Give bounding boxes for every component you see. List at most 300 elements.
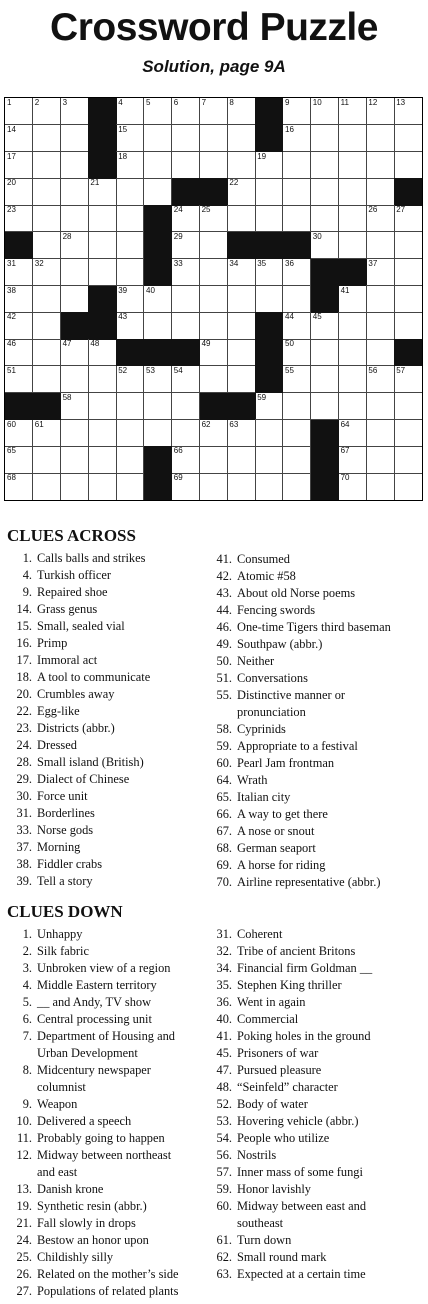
- cell-number: 13: [396, 98, 406, 107]
- clue-number: 62.: [216, 1250, 232, 1264]
- clue-text: Unhappy: [37, 927, 83, 941]
- clue-text: Egg-like: [37, 704, 80, 718]
- grid-cell[interactable]: [394, 420, 422, 447]
- grid-cell[interactable]: [311, 393, 339, 420]
- grid-cell[interactable]: [366, 178, 394, 205]
- clue-item: [200, 602, 426, 619]
- grid-cell[interactable]: [255, 286, 283, 313]
- grid-cell[interactable]: [227, 446, 255, 473]
- grid-cell[interactable]: [311, 205, 339, 232]
- grid-cell[interactable]: [116, 125, 144, 152]
- clue-number: 25.: [16, 1250, 32, 1264]
- grid-cell[interactable]: [227, 178, 255, 205]
- grid-cell[interactable]: [283, 286, 311, 313]
- grid-cell[interactable]: [88, 178, 116, 205]
- grid-cell[interactable]: [33, 312, 61, 339]
- grid-cell[interactable]: [61, 393, 89, 420]
- grid-cell[interactable]: [88, 446, 116, 473]
- grid-cell[interactable]: [339, 152, 367, 179]
- grid-cell[interactable]: [116, 366, 144, 393]
- grid-cell[interactable]: [366, 98, 394, 125]
- grid-cell[interactable]: [227, 152, 255, 179]
- clue-number: 41.: [216, 552, 232, 566]
- grid-cell[interactable]: [311, 232, 339, 259]
- clue-number: 44.: [216, 603, 232, 617]
- clue-text: Districts (abbr.): [37, 721, 115, 735]
- clue-text: Immoral act: [37, 653, 98, 667]
- grid-cell[interactable]: [5, 339, 33, 366]
- clue-text: Went in again: [237, 995, 306, 1009]
- clue-item: [0, 805, 215, 822]
- grid-cell[interactable]: [172, 312, 200, 339]
- grid-cell[interactable]: [283, 259, 311, 286]
- clue-item: [0, 771, 215, 788]
- grid-cell-black: [144, 205, 172, 232]
- grid-cell[interactable]: [116, 205, 144, 232]
- grid-cell[interactable]: [61, 152, 89, 179]
- grid-cell[interactable]: [116, 259, 144, 286]
- clue-item: [0, 703, 215, 720]
- grid-cell[interactable]: [366, 232, 394, 259]
- clue-text: Hovering vehicle (abbr.): [237, 1114, 359, 1128]
- clue-item: [0, 977, 215, 994]
- clue-text: Small, sealed vial: [37, 619, 125, 633]
- clue-number: 23.: [16, 721, 32, 735]
- clue-text: Turn down: [237, 1233, 292, 1247]
- grid-cell[interactable]: [366, 366, 394, 393]
- clue-number: 13.: [16, 1182, 32, 1196]
- grid-cell[interactable]: [311, 98, 339, 125]
- grid-cell[interactable]: [200, 312, 228, 339]
- grid-cell[interactable]: [339, 125, 367, 152]
- grid-cell[interactable]: [283, 420, 311, 447]
- grid-cell[interactable]: [283, 205, 311, 232]
- grid-cell[interactable]: [339, 312, 367, 339]
- grid-cell[interactable]: [200, 98, 228, 125]
- clue-text: Conversations: [237, 671, 308, 685]
- grid-cell[interactable]: [172, 98, 200, 125]
- grid-cell[interactable]: [61, 446, 89, 473]
- clue-item: [0, 584, 215, 601]
- grid-cell[interactable]: [227, 205, 255, 232]
- clue-number: 9.: [22, 585, 32, 599]
- grid-cell[interactable]: [311, 178, 339, 205]
- grid-cell[interactable]: [88, 366, 116, 393]
- grid-cell-black: [255, 98, 283, 125]
- grid-cell-black: [311, 446, 339, 473]
- grid-cell[interactable]: [366, 205, 394, 232]
- grid-cell[interactable]: [5, 125, 33, 152]
- clue-text: Consumed: [237, 552, 291, 566]
- grid-cell[interactable]: [172, 366, 200, 393]
- grid-cell[interactable]: [255, 393, 283, 420]
- grid-cell[interactable]: [366, 286, 394, 313]
- grid-cell[interactable]: [144, 178, 172, 205]
- grid-cell[interactable]: [5, 152, 33, 179]
- cell-number: 34: [229, 258, 239, 268]
- grid-cell[interactable]: [339, 420, 367, 447]
- grid-cell[interactable]: [5, 366, 33, 393]
- grid-cell[interactable]: [394, 312, 422, 339]
- grid-cell[interactable]: [172, 152, 200, 179]
- grid-cell[interactable]: [33, 125, 61, 152]
- grid-cell[interactable]: [200, 152, 228, 179]
- clue-text: German seaport: [237, 841, 316, 855]
- grid-cell[interactable]: [33, 366, 61, 393]
- grid-cell[interactable]: [144, 286, 172, 313]
- grid-cell[interactable]: [227, 339, 255, 366]
- grid-cell[interactable]: [61, 259, 89, 286]
- grid-cell[interactable]: [366, 312, 394, 339]
- grid-cell[interactable]: [116, 286, 144, 313]
- grid-cell[interactable]: [366, 473, 394, 500]
- grid-cell[interactable]: [200, 205, 228, 232]
- grid-cell[interactable]: [366, 339, 394, 366]
- grid-cell-black: [283, 232, 311, 259]
- grid-cell[interactable]: [227, 98, 255, 125]
- clue-text: Dressed: [37, 738, 77, 752]
- grid-cell[interactable]: [61, 420, 89, 447]
- grid-cell[interactable]: [394, 232, 422, 259]
- grid-cell[interactable]: [88, 393, 116, 420]
- grid-cell[interactable]: [394, 366, 422, 393]
- grid-cell[interactable]: [172, 420, 200, 447]
- grid-cell[interactable]: [172, 232, 200, 259]
- grid-cell-black: [255, 125, 283, 152]
- grid-cell[interactable]: [200, 446, 228, 473]
- grid-cell[interactable]: [33, 232, 61, 259]
- grid-cell[interactable]: [144, 366, 172, 393]
- grid-cell[interactable]: [255, 473, 283, 500]
- grid-cell[interactable]: [172, 259, 200, 286]
- grid-cell[interactable]: [33, 205, 61, 232]
- grid-cell[interactable]: [144, 420, 172, 447]
- grid-cell[interactable]: [200, 286, 228, 313]
- clue-number: 7.: [22, 1029, 32, 1043]
- clue-item: [200, 823, 426, 840]
- clue-item: [0, 567, 215, 584]
- clue-item: [0, 1062, 215, 1079]
- grid-cell[interactable]: [200, 259, 228, 286]
- grid-cell[interactable]: [394, 446, 422, 473]
- grid-cell-black: [172, 339, 200, 366]
- grid-cell[interactable]: [144, 152, 172, 179]
- grid-cell[interactable]: [33, 286, 61, 313]
- grid-cell[interactable]: [227, 420, 255, 447]
- grid-cell[interactable]: [116, 152, 144, 179]
- grid-cell[interactable]: [366, 152, 394, 179]
- grid-cell[interactable]: [339, 366, 367, 393]
- grid-cell[interactable]: [116, 232, 144, 259]
- grid-cell[interactable]: [116, 393, 144, 420]
- grid-cell-black: [88, 286, 116, 313]
- grid-cell[interactable]: [116, 473, 144, 500]
- grid-cell[interactable]: [33, 420, 61, 447]
- grid-cell[interactable]: [366, 259, 394, 286]
- grid-cell[interactable]: [339, 339, 367, 366]
- grid-cell[interactable]: [5, 446, 33, 473]
- grid-cell[interactable]: [227, 125, 255, 152]
- grid-cell[interactable]: [283, 393, 311, 420]
- grid-cell[interactable]: [200, 420, 228, 447]
- grid-cell[interactable]: [172, 125, 200, 152]
- grid-cell[interactable]: [172, 205, 200, 232]
- grid-cell[interactable]: [172, 393, 200, 420]
- grid-cell[interactable]: [394, 205, 422, 232]
- grid-cell[interactable]: [311, 339, 339, 366]
- cell-number: 53: [146, 366, 155, 375]
- grid-cell[interactable]: [5, 259, 33, 286]
- clue-item: [0, 686, 215, 703]
- clue-number: 39.: [16, 874, 32, 888]
- grid-cell[interactable]: [311, 312, 339, 339]
- grid-cell[interactable]: [172, 286, 200, 313]
- clue-text: __ and Andy, TV show: [37, 995, 152, 1009]
- clue-text: A way to get there: [237, 807, 328, 821]
- grid-cell[interactable]: [339, 232, 367, 259]
- grid-cell[interactable]: [283, 98, 311, 125]
- grid-cell-black: [227, 393, 255, 420]
- grid-cell[interactable]: [5, 286, 33, 313]
- clue-number: 9.: [22, 1097, 32, 1111]
- grid-cell-black: [144, 339, 172, 366]
- clue-number: 14.: [16, 602, 32, 616]
- grid-cell[interactable]: [88, 473, 116, 500]
- grid-cell[interactable]: [172, 446, 200, 473]
- cell-number: 65: [7, 446, 16, 456]
- grid-cell[interactable]: [200, 232, 228, 259]
- grid-cell[interactable]: [33, 152, 61, 179]
- grid-cell[interactable]: [61, 232, 89, 259]
- cell-number: 23: [7, 205, 16, 215]
- grid-cell[interactable]: [394, 393, 422, 420]
- grid-cell[interactable]: [366, 393, 394, 420]
- clue-text: Stephen King thriller: [237, 978, 342, 992]
- grid-cell[interactable]: [61, 473, 89, 500]
- grid-cell-black: [255, 232, 283, 259]
- clue-text: A horse for riding: [237, 858, 326, 872]
- clue-number: 5.: [22, 995, 32, 1009]
- clue-number: 1.: [22, 927, 32, 941]
- grid-cell[interactable]: [116, 98, 144, 125]
- grid-cell[interactable]: [5, 420, 33, 447]
- grid-cell[interactable]: [200, 473, 228, 500]
- grid-cell[interactable]: [5, 312, 33, 339]
- clue-item: [0, 788, 215, 805]
- grid-cell[interactable]: [61, 125, 89, 152]
- grid-cell[interactable]: [255, 446, 283, 473]
- clue-item: [0, 737, 215, 754]
- grid-cell[interactable]: [227, 366, 255, 393]
- grid-cell[interactable]: [339, 393, 367, 420]
- grid-cell[interactable]: [339, 286, 367, 313]
- grid-cell-black: [144, 473, 172, 500]
- grid-cell[interactable]: [227, 286, 255, 313]
- grid-cell[interactable]: [283, 152, 311, 179]
- grid-cell[interactable]: [116, 446, 144, 473]
- grid-cell[interactable]: [255, 420, 283, 447]
- clue-text: Danish krone: [37, 1182, 104, 1196]
- grid-cell-black: [5, 232, 33, 259]
- down-heading: CLUES DOWN: [7, 902, 123, 921]
- grid-cell[interactable]: [144, 393, 172, 420]
- clue-number: 52.: [216, 1097, 232, 1111]
- cell-number: 28: [62, 232, 72, 241]
- grid-cell[interactable]: [227, 259, 255, 286]
- clue-number: 64.: [216, 773, 232, 787]
- clue-text: Inner mass of some fungi: [237, 1165, 363, 1179]
- clue-item: [0, 652, 215, 669]
- grid-cell-black: [88, 312, 116, 339]
- clue-number: 6.: [22, 1012, 32, 1026]
- cell-number: 40: [146, 285, 155, 295]
- grid-cell[interactable]: [88, 420, 116, 447]
- clue-item: [0, 1283, 215, 1300]
- cell-number: 22: [229, 178, 239, 188]
- grid-cell[interactable]: [33, 473, 61, 500]
- clue-number: 21.: [16, 1216, 32, 1230]
- grid-cell[interactable]: [283, 312, 311, 339]
- clue-number: 24.: [16, 738, 32, 752]
- grid-cell[interactable]: [283, 446, 311, 473]
- grid-cell[interactable]: [227, 473, 255, 500]
- clue-item: [200, 874, 426, 891]
- clue-text: Fall slowly in drops: [37, 1216, 136, 1230]
- clue-number: 54.: [216, 1131, 232, 1145]
- clue-text: Borderlines: [37, 806, 95, 820]
- cell-number: 36: [285, 258, 294, 268]
- grid-cell-black: [61, 312, 89, 339]
- grid-cell[interactable]: [5, 205, 33, 232]
- grid-cell[interactable]: [116, 420, 144, 447]
- clue-text: Atomic #58: [237, 569, 296, 583]
- grid-cell[interactable]: [311, 152, 339, 179]
- grid-cell[interactable]: [33, 98, 61, 125]
- clue-item: [0, 943, 215, 960]
- grid-cell[interactable]: [200, 339, 228, 366]
- grid-cell[interactable]: [394, 259, 422, 286]
- cell-number: 44: [285, 312, 294, 322]
- grid-cell[interactable]: [61, 366, 89, 393]
- across-heading: CLUES ACROSS: [7, 526, 136, 545]
- cell-number: 64: [340, 419, 350, 429]
- grid-cell[interactable]: [88, 205, 116, 232]
- grid-cell[interactable]: [144, 125, 172, 152]
- clue-text: Neither: [237, 654, 275, 668]
- grid-cell[interactable]: [61, 286, 89, 313]
- clue-text: Wrath: [237, 773, 268, 787]
- grid-cell[interactable]: [116, 178, 144, 205]
- grid-cell[interactable]: [283, 339, 311, 366]
- cell-number: 54: [173, 366, 183, 375]
- grid-cell[interactable]: [5, 473, 33, 500]
- cell-number: 68: [7, 473, 16, 483]
- grid-cell[interactable]: [172, 473, 200, 500]
- grid-cell[interactable]: [33, 259, 61, 286]
- grid-cell[interactable]: [366, 420, 394, 447]
- grid-cell[interactable]: [283, 178, 311, 205]
- clue-number: 19.: [16, 1199, 32, 1213]
- cell-number: 21: [90, 178, 100, 188]
- cell-number: 5: [146, 98, 151, 107]
- grid-cell[interactable]: [366, 446, 394, 473]
- grid-cell[interactable]: [394, 473, 422, 500]
- grid-cell[interactable]: [144, 98, 172, 125]
- grid-cell[interactable]: [255, 152, 283, 179]
- grid-cell[interactable]: [200, 366, 228, 393]
- grid-cell[interactable]: [88, 232, 116, 259]
- clue-item: [0, 1249, 215, 1266]
- clue-number: 17.: [16, 653, 32, 667]
- clue-number: 58.: [216, 722, 232, 736]
- grid-cell[interactable]: [61, 98, 89, 125]
- cell-number: 25: [201, 205, 211, 215]
- grid-cell[interactable]: [116, 312, 144, 339]
- grid-cell[interactable]: [283, 125, 311, 152]
- grid-cell[interactable]: [5, 98, 33, 125]
- clue-item: [200, 585, 426, 602]
- grid-cell[interactable]: [227, 312, 255, 339]
- grid-cell[interactable]: [311, 125, 339, 152]
- grid-cell[interactable]: [394, 125, 422, 152]
- clue-text: Southpaw (abbr.): [237, 637, 323, 651]
- grid-cell[interactable]: [33, 446, 61, 473]
- grid-cell[interactable]: [61, 178, 89, 205]
- clue-item: [0, 1113, 215, 1130]
- clue-number: 40.: [216, 1012, 232, 1026]
- grid-cell[interactable]: [394, 286, 422, 313]
- grid-cell[interactable]: [144, 312, 172, 339]
- grid-cell-black: [200, 393, 228, 420]
- grid-cell[interactable]: [339, 205, 367, 232]
- grid-cell[interactable]: [339, 473, 367, 500]
- grid-cell[interactable]: [394, 98, 422, 125]
- grid-cell[interactable]: [255, 205, 283, 232]
- clue-number: 59.: [216, 739, 232, 753]
- grid-cell[interactable]: [283, 366, 311, 393]
- grid-cell[interactable]: [394, 152, 422, 179]
- grid-cell[interactable]: [311, 366, 339, 393]
- clue-number: 57.: [216, 1165, 232, 1179]
- clue-text: Italian city: [237, 790, 291, 804]
- grid-cell[interactable]: [61, 339, 89, 366]
- clue-item: [0, 839, 215, 856]
- clue-item: [0, 1028, 215, 1045]
- grid-cell[interactable]: [339, 446, 367, 473]
- grid-cell[interactable]: [88, 339, 116, 366]
- grid-cell[interactable]: [33, 178, 61, 205]
- clue-text-continued: southeast: [237, 1216, 284, 1230]
- grid-cell[interactable]: [200, 125, 228, 152]
- grid-cell[interactable]: [255, 178, 283, 205]
- clue-number: 15.: [16, 619, 32, 633]
- grid-cell[interactable]: [283, 473, 311, 500]
- grid-cell[interactable]: [33, 339, 61, 366]
- cell-number: 3: [62, 98, 68, 107]
- cell-number: 41: [340, 285, 350, 295]
- clue-number: 68.: [216, 841, 232, 855]
- grid-cell[interactable]: [339, 98, 367, 125]
- grid-cell[interactable]: [255, 259, 283, 286]
- grid-cell[interactable]: [88, 259, 116, 286]
- clue-item: [200, 994, 426, 1011]
- cell-number: 12: [368, 98, 378, 107]
- grid-cell[interactable]: [61, 205, 89, 232]
- clue-item: [0, 873, 215, 890]
- grid-cell[interactable]: [339, 178, 367, 205]
- grid-cell[interactable]: [5, 178, 33, 205]
- grid-cell[interactable]: [366, 125, 394, 152]
